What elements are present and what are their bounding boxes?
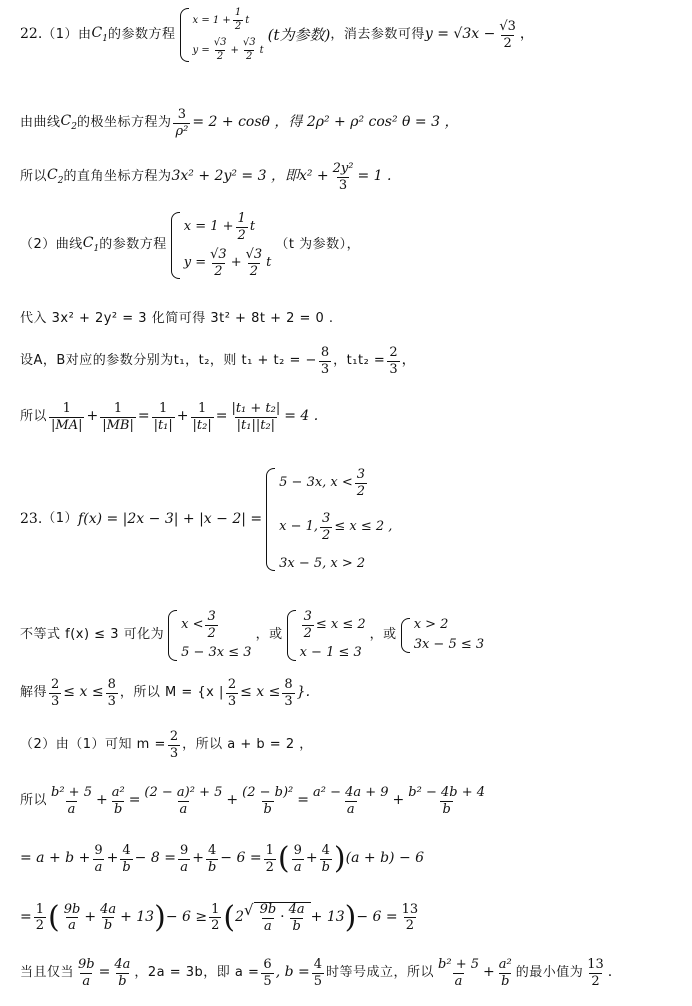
q23-part2-line: （2）由（1）可知 m = $\frac{2}{3}$ ，所以 a + b = 2 ， — [20, 729, 313, 761]
polar-line — [20, 108, 682, 138]
text: 时等号成立，所以 — [326, 964, 435, 980]
param-eq-text: 的参数方程 — [108, 26, 176, 42]
curve-c1: $C_1$ — [91, 24, 108, 44]
polar-equation: = 2 + cosθ ，得 2ρ² + ρ² cos² θ = 3 ， — [192, 114, 459, 131]
piecewise-system: 5 − 3x, x < $\frac{3}{2}$ x − 1, $\frac{3}{2}$ ≤ x ≤ 2 , 3x − 5, x > 2 — [266, 468, 392, 571]
inequality-line: 不等式 f(x) ≤ 3 可化为 x < $\frac{3}{2}$ 5 − 3x ≤ 3 ，或 $\frac{3}{2}$ ≤ x ≤ 2 x − 1 ≤ 3 ，或 x > 2 3x − 5 ≤ 3 — [20, 609, 485, 661]
text: 不等式 f(x) ≤ 3 可化为 — [20, 627, 165, 643]
text: ，或 — [369, 627, 397, 643]
expansion-line: 所以 $\frac{\text{b² + 5}}{a}$ + $\frac{\text{a²}}{b}$ = $\frac{\text{(2 − a)² + 5}}{a}$ + $\frac{\text{(2 − b)²}}{b}$ = $\frac{\text{a² − 4a + 9}}{a}$ + $\frac{\text{b² − 4b + 4}}{b}$ — [20, 785, 485, 817]
text: （2）由（1）可知 m = — [20, 736, 166, 752]
function-def: f(x) = |2x − 3| + |x − 2| = — [78, 510, 263, 527]
q23-part1-line — [20, 468, 682, 571]
cartesian-line — [20, 162, 682, 192]
q23-label: 23. — [20, 510, 43, 527]
fraction: $\frac{8}{3}$ — [320, 345, 330, 377]
text: 的极坐标方程为 — [76, 114, 172, 130]
params-line: 设A，B对应的参数分别为t₁，t₂，则 t₁ + t₂ = − $\frac{8}{3}$ ，t₁t₂ = $\frac{2}{3}$ ， — [20, 345, 416, 377]
text: 解得 — [20, 684, 48, 700]
text: 所以 — [20, 168, 48, 184]
substitution-line — [20, 312, 682, 326]
am-gm-line: = $\frac{1}{2}$ ( $\frac{9b}{a}$ + $\frac{4a}{b}$ + 13 ) − 6 ≥ $\frac{1}{2}$ ( 2 √ $\frac{9b}{a}$ · $\frac{4a}{b}$ + 13 ) − 6 = $\frac{13}{2}$ — [20, 899, 419, 935]
param-note: (t为参数) — [267, 25, 331, 44]
q22-label: 22. — [20, 26, 43, 43]
text: 的直角坐标方程为 — [63, 168, 172, 184]
curve-c2: $C_2$ — [60, 112, 77, 132]
q22-part1-intro: （1）由 — [42, 26, 92, 42]
equation: = — [20, 908, 32, 925]
text: 代入 3x² + 2y² = 3 化简可得 3t² + 8t + 2 = 0 . — [20, 311, 334, 326]
param-system-2: x = 1 + $\frac{1}{2}$ t y = $\frac{√3}{2}$ + $\frac{√3}{2}$ t — [171, 212, 272, 279]
text: 由曲线 — [20, 114, 61, 130]
fraction: $\frac{\text{2y²}}{3}$ — [332, 161, 354, 193]
result: = 4 . — [284, 408, 319, 425]
equation: x² + — [298, 168, 329, 185]
solution-line: 解得 $\frac{2}{3}$ ≤ x ≤ $\frac{8}{3}$ ，所以 M = {x | $\frac{2}{3}$ ≤ x ≤ $\frac{8}{3}$ }. — [20, 677, 311, 709]
q22-part2-line — [20, 212, 682, 279]
text: ，2a = 3b，即 a = — [134, 964, 260, 980]
fraction: $\frac{2}{3}$ — [389, 345, 398, 377]
equation: = a + b + — [20, 850, 91, 867]
text: ，t₁t₂ = — [333, 352, 386, 368]
simplify-line: = a + b + $\frac{9}{a}$ + $\frac{4}{b}$ − 8 = $\frac{9}{a}$ + $\frac{4}{b}$ − 6 = $\frac{1}{2}$ ( $\frac{9}{a}$ + $\frac{4}{b}$ ) (a + b) − 6 — [20, 841, 425, 877]
q22-part1-line: 22. （1）由 $C_1$ 的参数方程 x = 1 + $\frac{1}{2}$ t y = $\frac{√3}{2}$ + $\frac{√3}{2}$ t (t为参数) ，消去参数可得 y = √3x − $\frac{√3}{2}$ ， — [20, 7, 534, 62]
eliminate-text: ，消去参数可得 — [330, 26, 425, 42]
param-system-1: x = 1 + $\frac{1}{2}$ t y = $\frac{√3}{2}$ + $\frac{√3}{2}$ t — [180, 8, 264, 62]
text: （2）曲线 — [20, 237, 83, 253]
equation: 3x² + 2y² = 3 ，即 — [171, 168, 299, 185]
text: ，所以 M = {x | — [119, 684, 224, 700]
q22-result-line: 所以 $\frac{1}{|MA|}$ + $\frac{1}{|MB|}$ = $\frac{1}{\text{|t₁|}}$ + $\frac{1}{\text{|t₂|}}$ = $\frac{\text{|t₁ + t₂|}}{\text{|t₁||t₂|}}$ = 4 . — [20, 401, 319, 433]
text: 的最小值为 — [515, 964, 584, 980]
text: （1） — [42, 511, 79, 527]
text: （t 为参数）， — [275, 237, 361, 253]
line-equation: y = √3x − — [424, 26, 496, 43]
fraction: $\frac{3}{\text{ρ²}}$ — [175, 107, 189, 139]
text: 当且仅当 — [20, 964, 75, 980]
fraction: $\frac{√3}{2}$ — [499, 18, 516, 51]
text: ，所以 a + b = 2 ， — [182, 736, 313, 752]
curve-c1: $C_1$ — [82, 234, 100, 254]
text: 设A，B对应的参数分别为t₁，t₂，则 t₁ + t₂ = − — [20, 352, 317, 368]
text: 的参数方程 — [99, 237, 167, 253]
text: ，或 — [255, 627, 283, 643]
final-line: 当且仅当 $\frac{9b}{a}$ = $\frac{4a}{b}$ ，2a = 3b，即 a = $\frac{6}{5}$ , b = $\frac{4}{5}$ 时等号成立，所以 $\frac{\text{b² + 5}}{a}$ + $\frac{\text{a²}}{b}$ 的最小值为 $\frac{13}{2}$ . — [20, 957, 613, 989]
equation: = 1 . — [357, 168, 392, 185]
curve-c2: $C_2$ — [47, 166, 64, 186]
text: 所以 — [20, 792, 48, 808]
text: 所以 — [20, 408, 48, 424]
